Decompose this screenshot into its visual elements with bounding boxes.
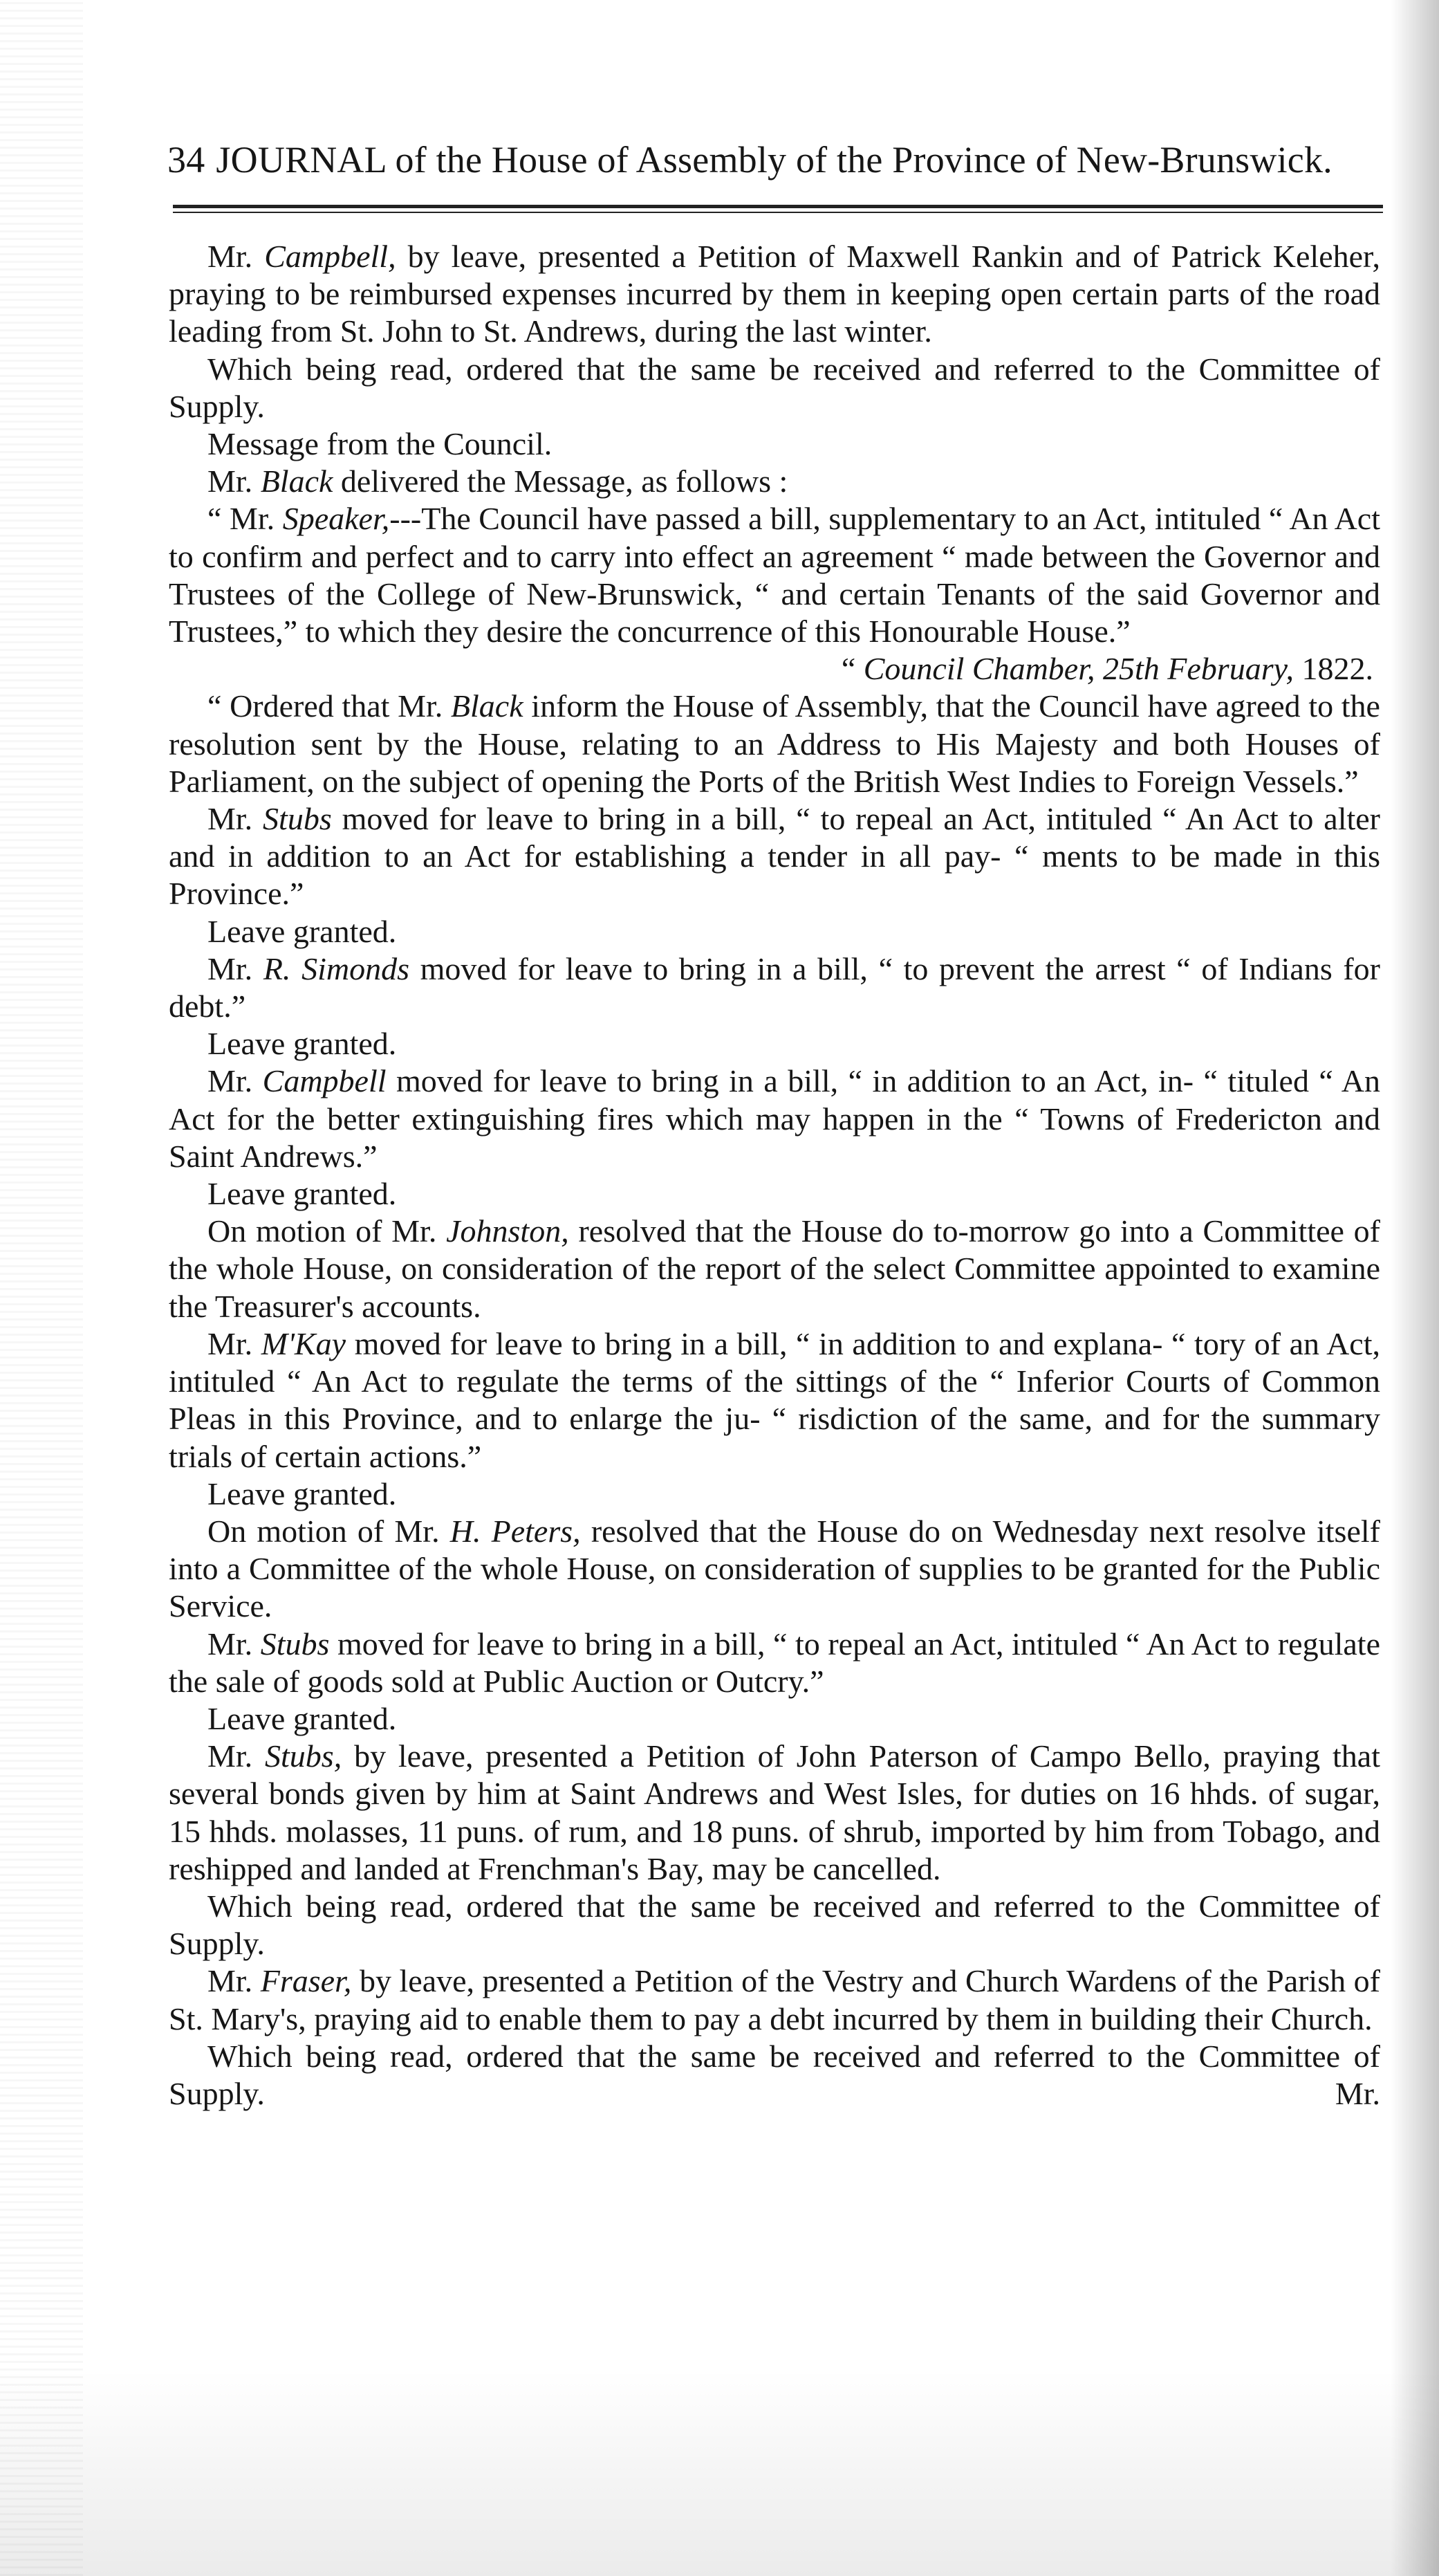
journal-body bbox=[169, 238, 1380, 2113]
paragraph: On motion of Mr. Johnston, resolved that the House do to-morrow go into a Committee of the whole House, on consideration of the report of the select Committee appointed to examine the Treasurer's accounts. bbox=[169, 1213, 1381, 1324]
paragraph: On motion of Mr. H. Peters, resolved that the House do on Wednesday next resolve itself into a Committee of the whole House, on consideration of supplies to be granted for the Public Service. bbox=[169, 1513, 1380, 1624]
paragraph: Which being read, ordered that the same be received and referred to the Committee of Supply. bbox=[169, 1888, 1380, 1962]
quoted-message: “ Mr. Speaker,---The Council have passed a bill, supplementary to an Act, intituled “ An Act to confirm and perfect and to carry into effect an agreement “ made between the Governor and Trustees of the College of New-Brunswick, “ and certain Tenants of the said Governor and Trustees,” to which they desire the concurrence of this Honourable House.” bbox=[169, 501, 1380, 650]
paragraph: Leave granted. bbox=[207, 1475, 397, 1511]
paragraph: Leave granted. bbox=[207, 913, 397, 949]
header-rule-thin bbox=[173, 212, 1383, 213]
paragraph: Mr. Fraser, by leave, presented a Petition of the Vestry and Church Wardens of the Parish of St. Mary's, praying aid to enable them to pay a debt incurred by them in building their Church. bbox=[169, 1963, 1380, 2036]
catchword: Mr. bbox=[1335, 2076, 1380, 2112]
paragraph: Mr. Stubs moved for leave to bring in a bill, “ to repeal an Act, intituled “ An Act to alter and in addition to an Act for establishing a tender in all pay- “ ments to be made in this Province.” bbox=[169, 801, 1380, 912]
page-number: 34 bbox=[167, 139, 205, 181]
header-rule-thick bbox=[173, 205, 1383, 208]
dateline: “ Council Chamber, 25th February, 1822. bbox=[841, 651, 1373, 687]
scan-noise-left bbox=[0, 0, 83, 2576]
paragraph: Leave granted. bbox=[207, 1700, 397, 1736]
paragraph: Mr. Stubs, by leave, presented a Petition of John Paterson of Campo Bello, praying that several bonds given by him at Saint Andrews and West Isles, for duties on 16 hhds. of sugar, 15 hhds. molasses, 11 puns. of rum, and 18 puns. of shrub, imported by him from Tobago, and reshipped and landed at Frenchman's Bay, may be cancelled. bbox=[169, 1738, 1380, 1886]
paragraph: Mr. Black delivered the Message, as follows : bbox=[207, 463, 788, 499]
paragraph: Which being read, ordered that the same be received and referred to the Committee of Supply. bbox=[169, 2038, 1380, 2111]
paragraph: Leave granted. bbox=[207, 1176, 397, 1212]
paragraph: Leave granted. bbox=[207, 1026, 397, 1062]
paragraph: “ Ordered that Mr. Black inform the House of Assembly, that the Council have agreed to the resolution sent by the House, relating to an Address to His Majesty and both Houses of Parliament, on the subject of opening the Ports of the British West Indies to Foreign Vessels.” bbox=[169, 688, 1380, 799]
paragraph: Mr. Campbell moved for leave to bring in a bill, “ in addition to an Act, in- “ tituled “ An Act for the better extinguishing fires which may happen in the “ Towns of Fredericton and Saint Andrews.” bbox=[169, 1063, 1380, 1174]
paragraph: Message from the Council. bbox=[207, 426, 553, 462]
scan-noise-bottom bbox=[0, 2368, 1439, 2576]
paragraph: Mr. M'Kay moved for leave to bring in a bill, “ in addition to and explana- “ tory of an Act, intituled “ An Act to regulate the terms of the sittings of the “ Inferior Courts of Common Pleas in this Province, and to enlarge the ju- “ risdiction of the same, and for the summary trials of certain actions.” bbox=[169, 1325, 1380, 1474]
running-header bbox=[167, 136, 1384, 184]
paragraph: Mr. Stubs moved for leave to bring in a bill, “ to repeal an Act, intituled “ An Act to regulate the sale of goods sold at Public Auction or Outcry.” bbox=[169, 1626, 1380, 1699]
scan-noise-right bbox=[1391, 0, 1439, 2576]
running-title: JOURNAL of the House of Assembly of the Province of New-Brunswick. bbox=[216, 139, 1333, 181]
paragraph: Mr. Campbell, by leave, presented a Petition of Maxwell Rankin and of Patrick Keleher, praying to be reimbursed expenses incurred by them in keeping open certain parts of the road leading from St. John to St. Andrews, during the last winter. bbox=[169, 239, 1381, 349]
paragraph: Which being read, ordered that the same be received and referred to the Committee of Supply. bbox=[169, 351, 1380, 424]
paragraph: Mr. R. Simonds moved for leave to bring in a bill, “ to prevent the arrest “ of Indians for debt.” bbox=[169, 950, 1380, 1024]
